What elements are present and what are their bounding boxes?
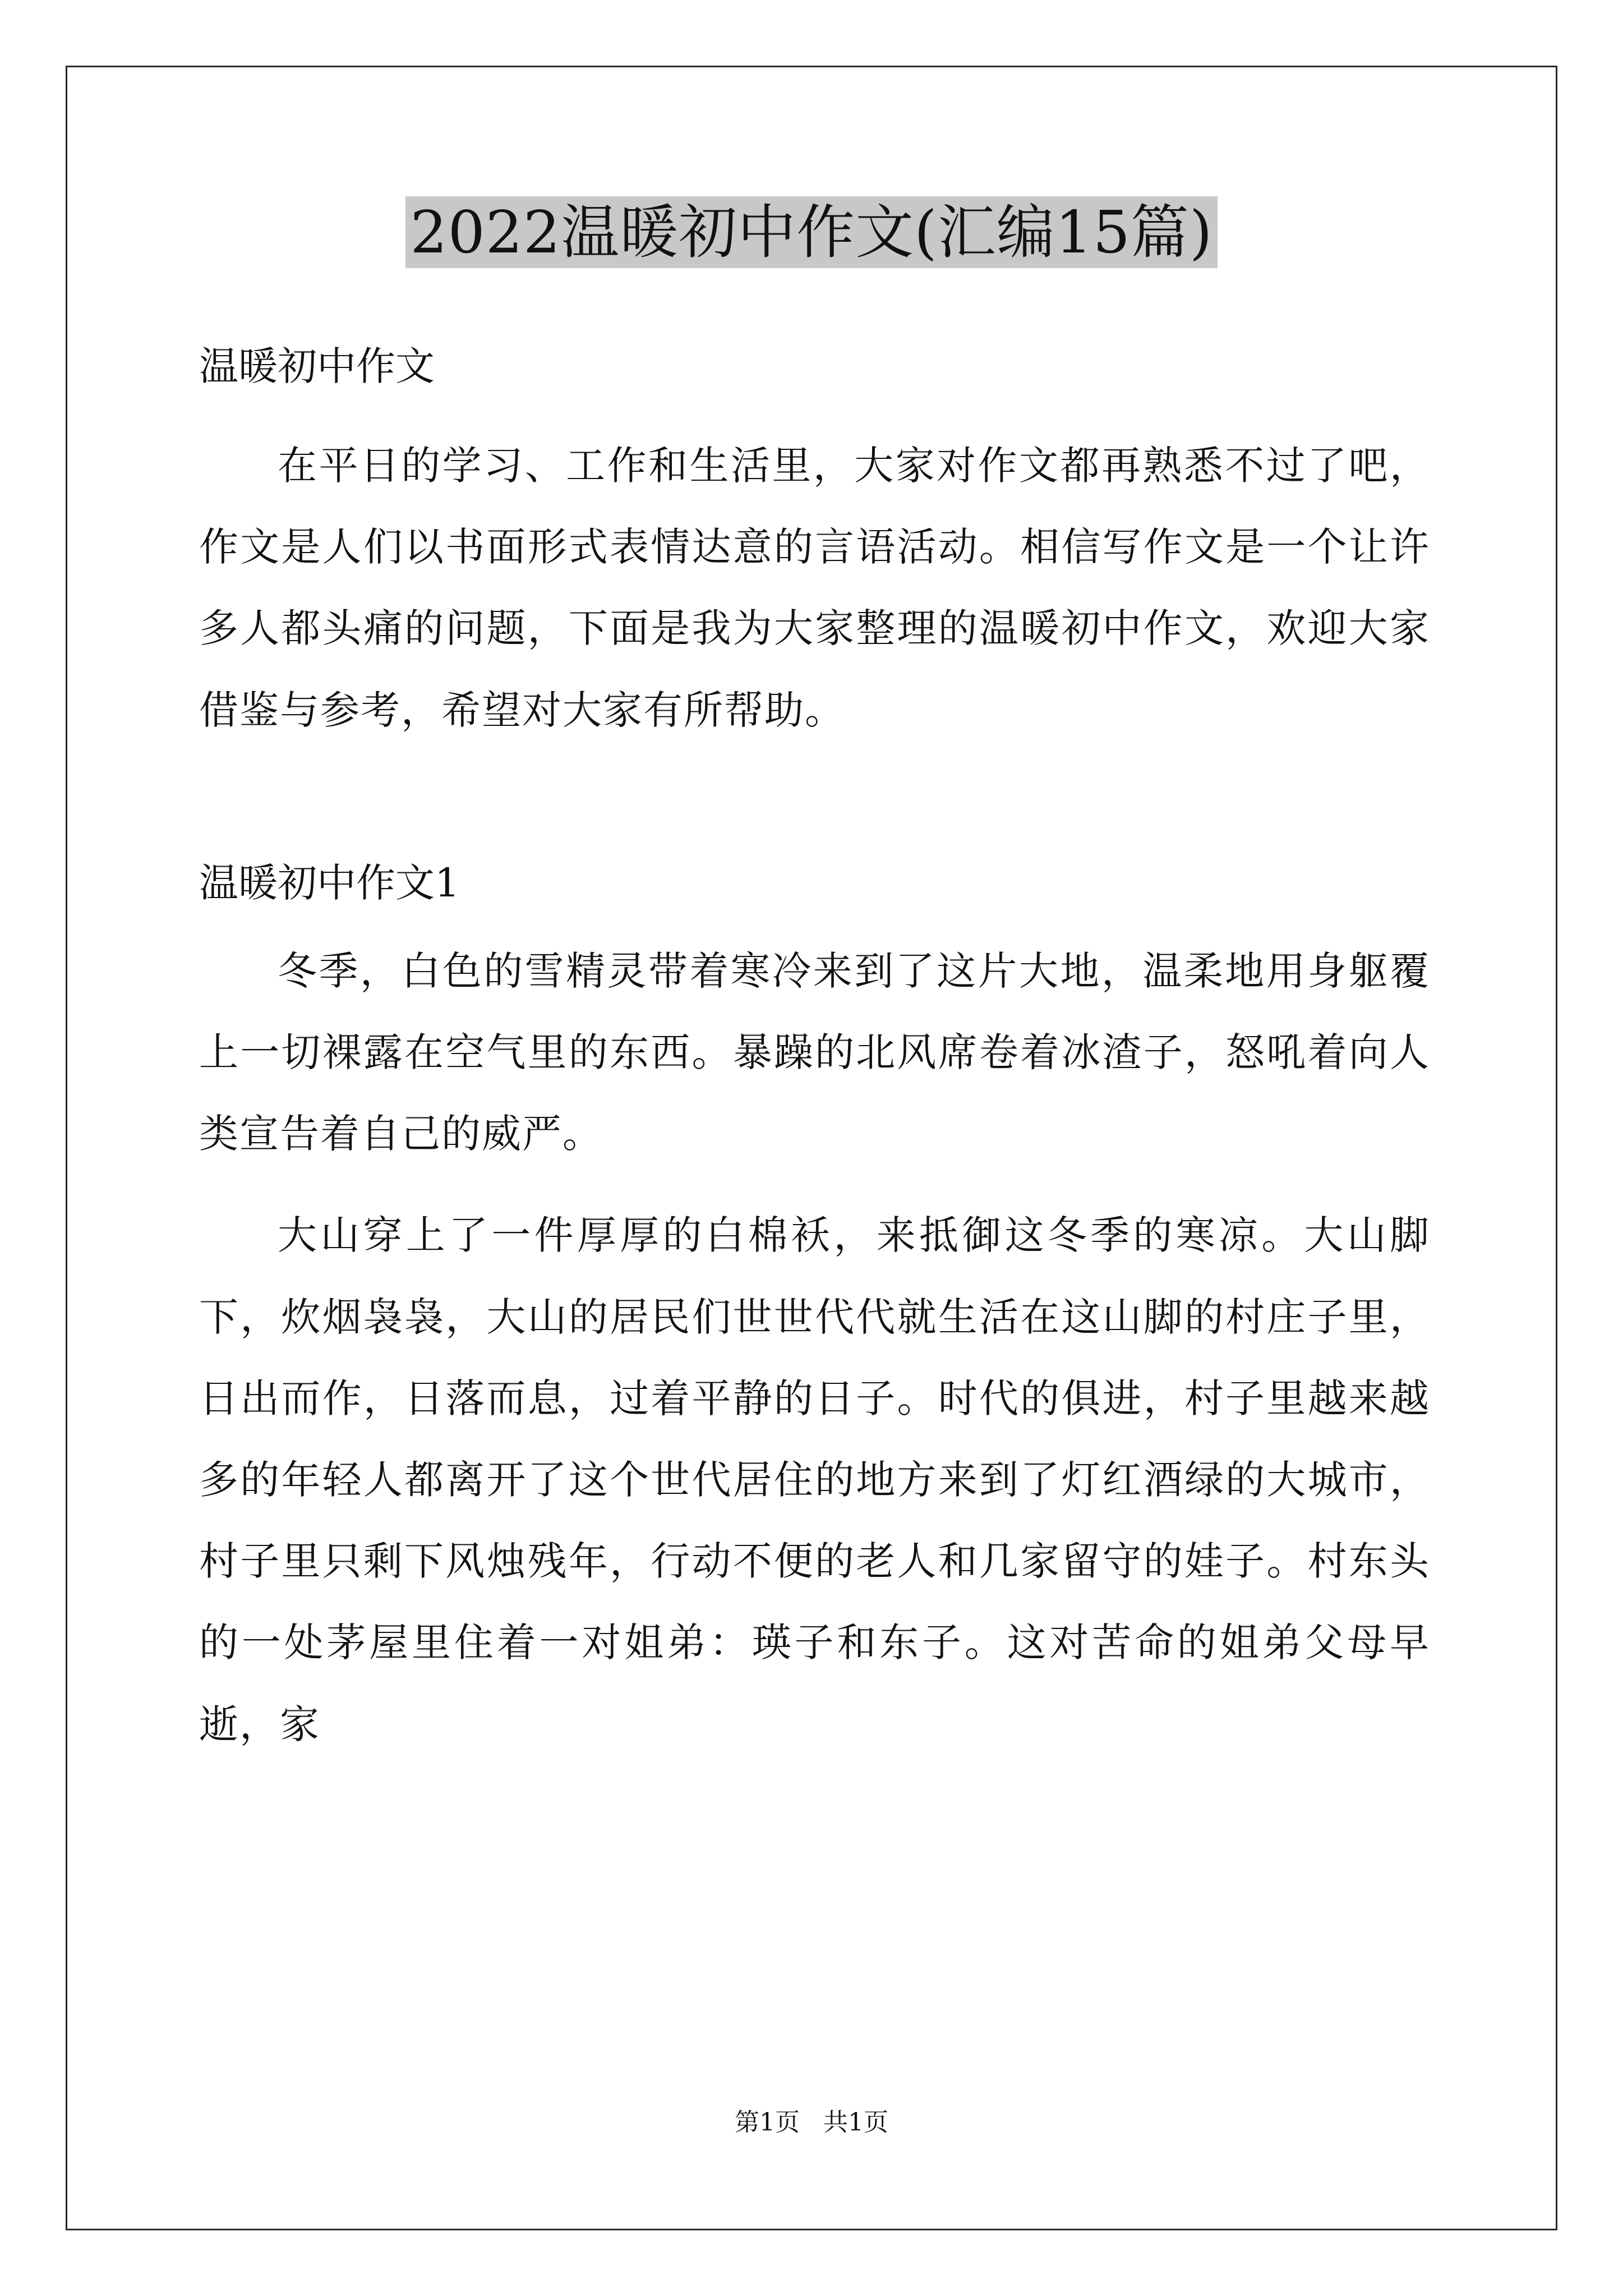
- essay1-paragraph-2: 大山穿上了一件厚厚的白棉袄，来抵御这冬季的寒凉。大山脚下，炊烟袅袅，大山的居民们世世代代就生活在这山脚的村庄子里，日出而作，日落而息，过着平静的日子。时代的俱进，村子里越来越多的年轻人都离开了这个世代居住的地方来到了灯红酒绿的大城市，村子里只剩下风烛残年，行动不便的老人和几家留守的娃子。村东头的一处茅屋里住着一对姐弟：瑛子和东子。这对苦命的姐弟父母早逝，家: [199, 1212, 1430, 1747]
- essay1-heading: 温暖初中作文1: [199, 859, 460, 906]
- page-footer: [0, 2106, 1623, 2139]
- essay1-paragraph-1: 冬季，白色的雪精灵带着寒冷来到了这片大地，温柔地用身躯覆上一切裸露在空气里的东西。暴躁的北风席卷着冰渣子，怒吼着向人类宣告着自己的威严。: [199, 947, 1430, 1157]
- page-number-current: 第1页: [735, 2108, 800, 2137]
- intro-paragraph: 在平日的学习、工作和生活里，大家对作文都再熟悉不过了吧，作文是人们以书面形式表情达意的言语活动。相信写作文是一个让许多人都头痛的问题，下面是我为大家整理的温暖初中作文，欢迎大家借鉴与参考，希望对大家有所帮助。: [199, 443, 1430, 733]
- title-container: [0, 196, 1623, 268]
- page-number-total: 共1页: [823, 2108, 888, 2137]
- document-title: 2022温暖初中作文(汇编15篇): [405, 196, 1217, 268]
- document-body: [199, 307, 1430, 1765]
- intro-heading: 温暖初中作文: [199, 343, 435, 389]
- section-spacer: [199, 751, 1430, 835]
